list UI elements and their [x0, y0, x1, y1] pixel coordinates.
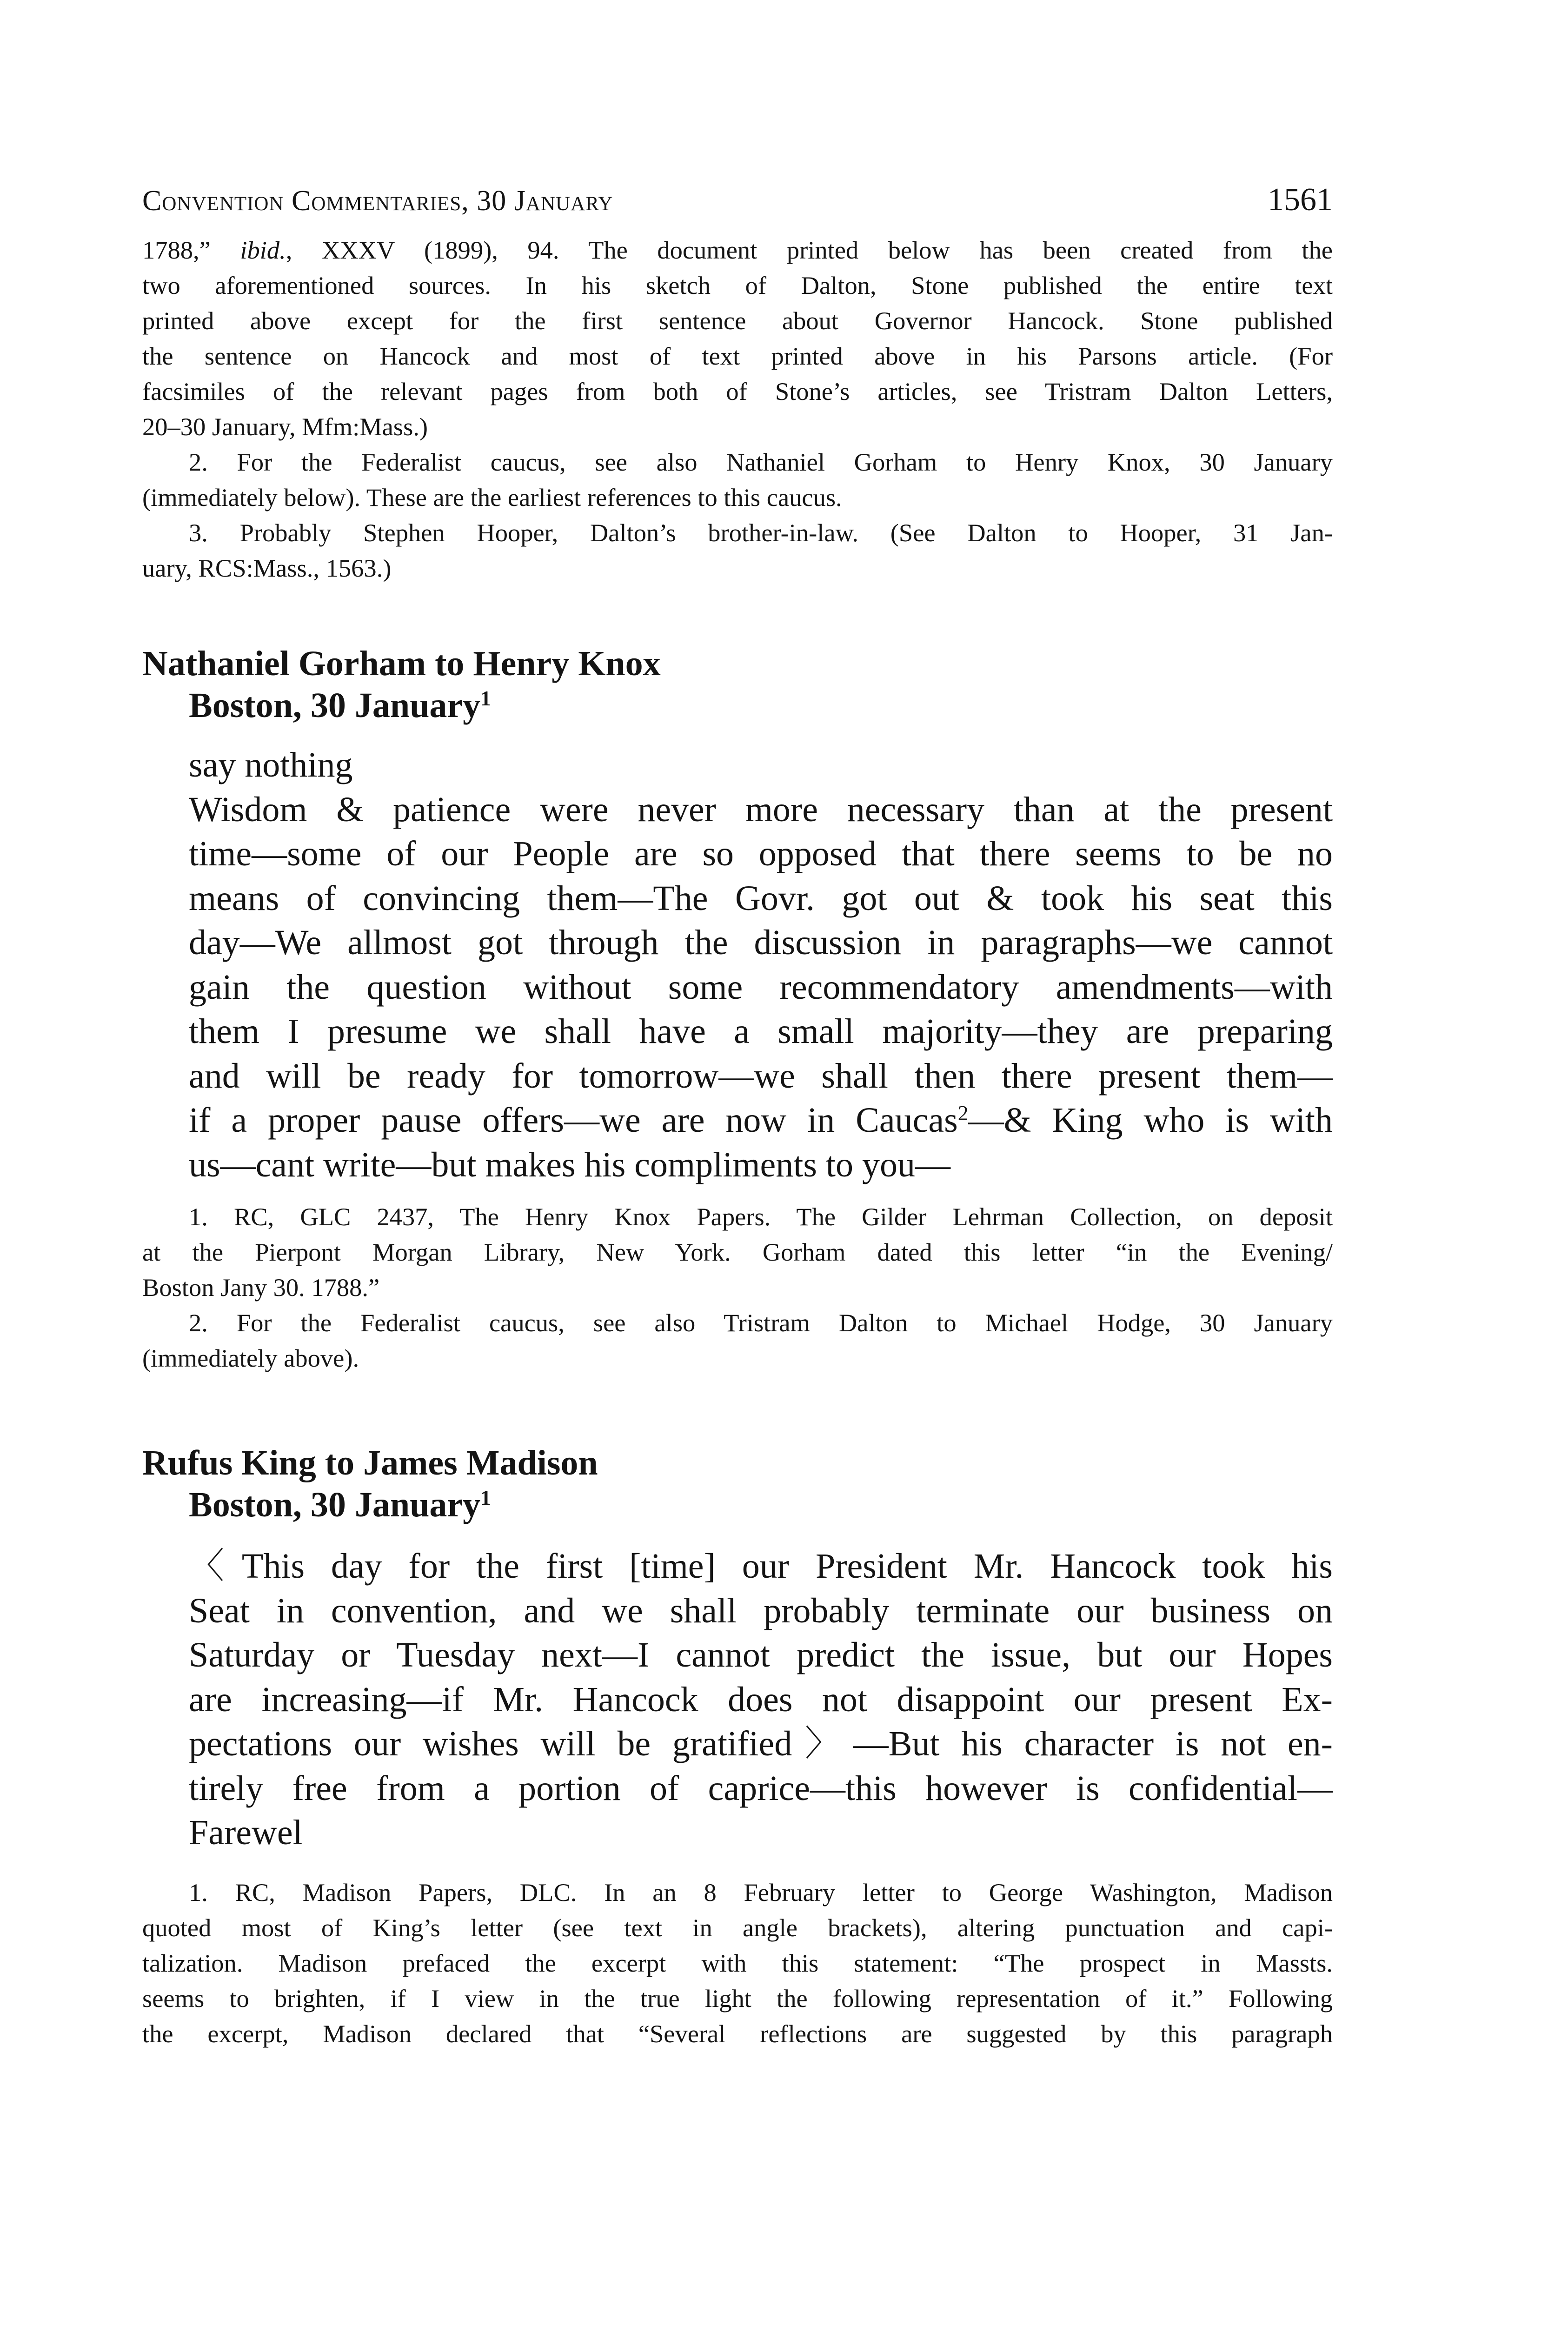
dateline-text: Boston, 30 January	[189, 1485, 481, 1524]
note-line: (immediately above).	[142, 1344, 359, 1372]
note-line: 2. For the Federalist caucus, see also Tristram Dalton to Michael Hodge, 30 January	[189, 1309, 1333, 1337]
dateline-text: Boston, 30 January	[189, 686, 481, 725]
running-head	[142, 181, 1333, 232]
gorham-note-2	[142, 1305, 1333, 1341]
letter-line: and will be ready for tomorrow—we shall then there present them—	[189, 1056, 1333, 1096]
page-number: 1561	[1268, 182, 1333, 218]
letter-line: day—We allmost got through the discussion in paragraphs—we cannot	[189, 923, 1333, 962]
letter-line	[189, 1098, 1333, 1143]
note-reference: 1	[480, 1485, 491, 1509]
note-line: the sentence on Hancock and most of text printed above in his Parsons article. (For	[142, 342, 1333, 370]
gorham-note-2-cont	[142, 1341, 1333, 1376]
letter-opening: say nothing	[189, 745, 353, 784]
letter-line: Seat in convention, and we shall probably terminate our business on	[189, 1591, 1333, 1630]
note-line: Boston Jany 30. 1788.”	[142, 1273, 380, 1302]
king-letter-title: Rufus King to James Madison	[142, 1443, 598, 1482]
king-note-1	[142, 1875, 1333, 1910]
king-letter-body	[142, 1544, 1333, 1855]
note-line: 1. RC, GLC 2437, The Henry Knox Papers. The Gilder Lehrman Collection, on deposit	[189, 1202, 1333, 1231]
gorham-letter-body	[142, 743, 1333, 1187]
preceding-note-2	[142, 445, 1333, 480]
letter-line: Farewel	[189, 1813, 303, 1852]
gorham-note-1	[142, 1199, 1333, 1235]
note-line: seems to brighten, if I view in the true light the following representation of it.” Following	[142, 1984, 1333, 2013]
note-line: two aforementioned sources. In his sketch of Dalton, Stone published the entire text	[142, 271, 1333, 299]
running-head-title: Convention Commentaries, 30 January	[142, 185, 613, 217]
note-line: quoted most of King’s letter (see text in angle brackets), altering punctuation and capi-	[142, 1913, 1333, 1942]
letter-line-part: —& King who is with	[968, 1101, 1333, 1140]
gorham-letter-title: Nathaniel Gorham to Henry Knox	[142, 644, 661, 683]
note-line: (immediately below). These are the earliest references to this caucus.	[142, 483, 842, 512]
letter-line: time—some of our People are so opposed that there seems to be no	[189, 834, 1333, 873]
note-reference: 1	[480, 686, 491, 710]
letter-line: them I presume we shall have a small majority—they are preparing	[189, 1012, 1333, 1051]
king-letter-dateline	[142, 1484, 1333, 1526]
note-line: 20–30 January, Mfm:Mass.)	[142, 412, 428, 441]
note-line: at the Pierpont Morgan Library, New York. Gorham dated this letter “in the Evening/	[142, 1238, 1333, 1266]
letter-line: means of convincing them—The Govr. got out & took his seat this	[189, 878, 1333, 918]
letter-line: gain the question without some recommendatory amendments—with	[189, 967, 1333, 1007]
letter-line: Wisdom & patience were never more necessary than at the present	[189, 790, 1333, 829]
letter-line: are increasing—if Mr. Hancock does not disappoint our present Ex-	[189, 1680, 1333, 1719]
note-line: the excerpt, Madison declared that “Several reflections are suggested by this paragraph	[142, 2019, 1333, 2048]
letter-line: pectations our wishes will be gratified〉—But his character is not en-	[189, 1724, 1333, 1763]
letter-line-part: if a proper pause offers—we are now in Caucas	[189, 1101, 958, 1140]
note-line: facsimiles of the relevant pages from both of Stone’s articles, see Tristram Dalton Letters,	[142, 377, 1333, 405]
preceding-note-2-cont	[142, 480, 1333, 515]
note-line: 1. RC, Madison Papers, DLC. In an 8 February letter to George Washington, Madison	[189, 1878, 1333, 1906]
note-line: talization. Madison prefaced the excerpt with this statement: “The prospect in Massts.	[142, 1948, 1333, 1977]
note-line: uary, RCS:Mass., 1563.)	[142, 554, 392, 582]
note-line: printed above except for the first sentence about Governor Hancock. Stone published	[142, 306, 1333, 335]
gorham-letter-dateline	[142, 684, 1333, 726]
gorham-note-1-cont	[142, 1235, 1333, 1305]
document-page	[142, 181, 1333, 2052]
ibid-italic: ibid.	[240, 236, 286, 264]
preceding-note-1	[142, 232, 1333, 445]
note-line	[142, 232, 1333, 268]
letter-line: 〈This day for the first [time] our President Mr. Hancock took his	[189, 1547, 1333, 1586]
note-line: 2. For the Federalist caucus, see also Nathaniel Gorham to Henry Knox, 30 January	[189, 448, 1333, 476]
letter-line: Saturday or Tuesday next—I cannot predict the issue, but our Hopes	[189, 1635, 1333, 1674]
note-line-part: , XXXV (1899), 94. The document printed below has been created from the	[286, 236, 1333, 264]
preceding-note-3	[142, 515, 1333, 551]
king-note-1-cont	[142, 1910, 1333, 2052]
note-line: 3. Probably Stephen Hooper, Dalton’s brother-in-law. (See Dalton to Hooper, 31 Jan-	[189, 518, 1333, 547]
note-reference: 2	[957, 1101, 969, 1125]
letter-line: tirely free from a portion of caprice—this however is confidential—	[189, 1768, 1333, 1808]
preceding-note-3-cont	[142, 551, 1333, 586]
note-line-part: 1788,”	[142, 236, 240, 264]
letter-line: us—cant write—but makes his compliments to you—	[189, 1145, 951, 1184]
